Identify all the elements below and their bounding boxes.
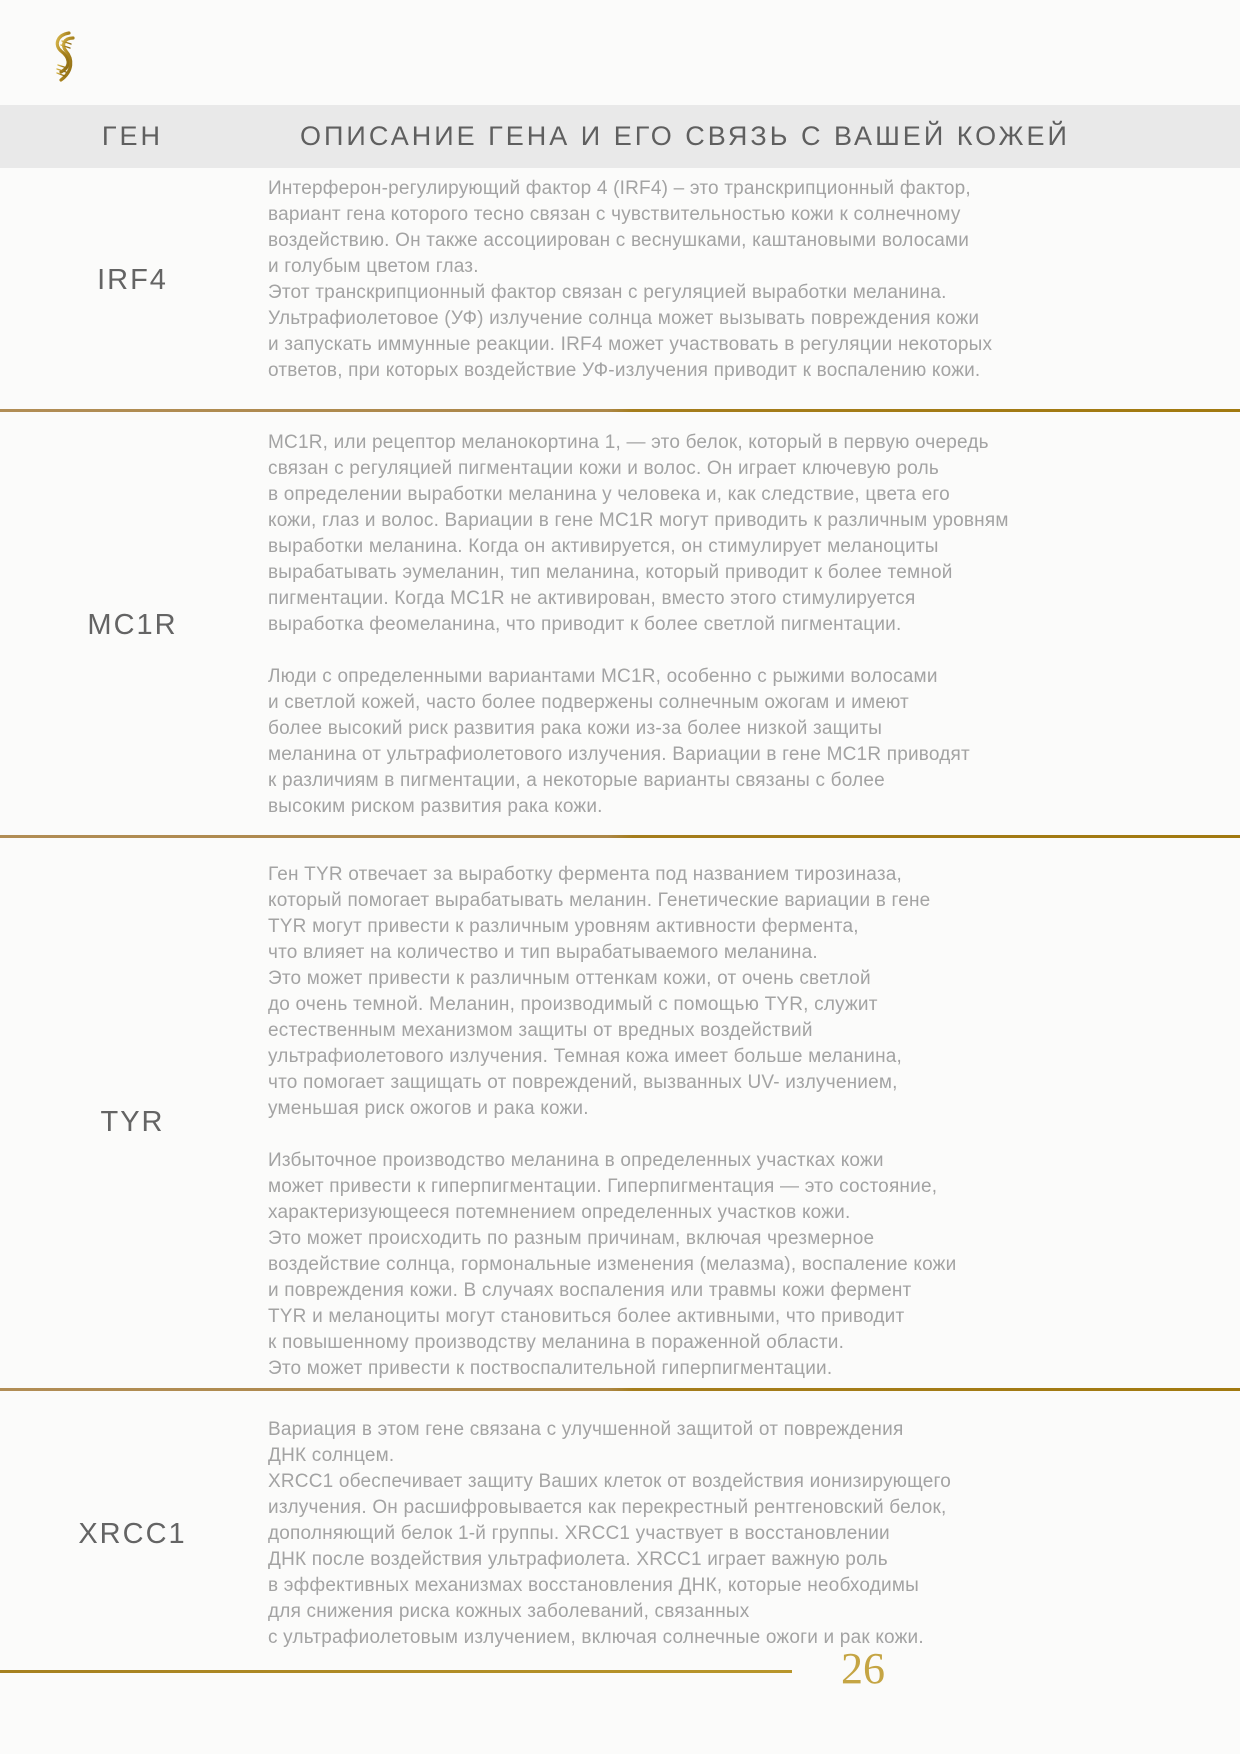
paragraph: Вариация в этом гене связана с улучшенной защитой от повреждения ДНК солнцем. XRCC1 обеспечивает защиту Ваших клеток от воздействия ионизирующего излучения. Он расшифровывается как перекрестный рентгеновский белок, дополняющий белок 1-й группы. XRCC1 участвует в восстановлении ДНК после воздействия ультрафиолета. XRCC1 играет важную роль в эффективных механизмах восстановления ДНК, которые необходимы для снижения риска кожных заболеваний, связанных с ультрафиолетовым излучением, включая солнечные ожоги и рак кожи. bbox=[268, 1419, 951, 1648]
footer-rule bbox=[0, 1670, 792, 1673]
gene-name: XRCC1 bbox=[78, 1517, 187, 1550]
paragraph: Ген TYR отвечает за выработку фермента под названием тирозиназа, который помогает вырабатывать меланин. Генетические вариации в гене TYR могут привести к различным уровням активности фермента, что влияет на количество и тип вырабатываемого меланина. Это может привести к различным оттенкам кожи, от очень светлой до очень темной. Меланин, производимый с помощью TYR, служит естественным механизмом защиты от вредных воздействий ультрафиолетового излучения. Темная кожа имеет больше меланина, что помогает защищать от повреждений, вызванных UV- излучением, уменьшая риск ожогов и рака кожи. bbox=[268, 864, 931, 1119]
header-description-column: ОПИСАНИЕ ГЕНА И ЕГО СВЯЗЬ С ВАШЕЙ КОЖЕЙ bbox=[300, 121, 1070, 151]
gene-description bbox=[265, 1417, 1240, 1651]
gene-name: IRF4 bbox=[97, 263, 168, 296]
gene-name: TYR bbox=[100, 1105, 165, 1138]
paragraph: Люди с определенными вариантами MC1R, особенно с рыжими волосами и светлой кожей, часто более подвержены солнечным ожогам и имеют более высокий риск развития рака кожи из-за более низкой защиты меланина от ультрафиолетового излучения. Вариации в гене MC1R приводят к различиям в пигментации, а некоторые варианты связаны с более высоким риском развития рака кожи. bbox=[268, 666, 970, 817]
gene-name: MC1R bbox=[87, 608, 178, 641]
gene-description bbox=[265, 862, 1240, 1382]
gene-row-xrcc1 bbox=[0, 1391, 1240, 1661]
paragraph: MC1R, или рецептор меланокортина 1, — это белок, который в первую очередь связан с регуляцией пигментации кожи и волос. Он играет ключевую роль в определении выработки меланина у человека и, как следствие, цвета его кожи, глаз и волос. Вариации в гене MC1R могут приводить к различным уровням выработки меланина. Когда он активируется, он стимулирует меланоциты вырабатывать эумеланин, тип меланина, который приводит к более темной пигментации. Когда MC1R не активирован, вместо этого стимулируется выработка феомеланина, что приводит к более светлой пигментации. bbox=[268, 432, 1009, 635]
paragraph: Интерферон-регулирующий фактор 4 (IRF4) – это транскрипционный фактор, вариант гена которого тесно связан с чувствительностью кожи к солнечному воздействию. Он также ассоциирован с веснушками, каштановыми волосами и голубым цветом глаз. Этот транскрипционный фактор связан с регуляцией выработки меланина. Ультрафиолетовое (УФ) излучение солнца может вызывать повреждения кожи и запускать иммунные реакции. IRF4 может участвовать в регуляции некоторых ответов, при которых воздействие УФ-излучения приводит к воспалению кожи. bbox=[268, 178, 993, 381]
gene-row-irf4 bbox=[0, 168, 1240, 409]
page-number: 26 bbox=[841, 1644, 885, 1693]
header-gene-column: ГЕН bbox=[101, 121, 164, 151]
table-header bbox=[0, 105, 1240, 168]
gene-table bbox=[0, 168, 1240, 1661]
gene-row-mc1r bbox=[0, 412, 1240, 835]
gene-description bbox=[265, 430, 1240, 820]
dna-helix-icon bbox=[48, 30, 80, 88]
gene-description bbox=[265, 176, 1240, 384]
gene-row-tyr bbox=[0, 838, 1240, 1388]
brand-logo bbox=[48, 30, 80, 88]
paragraph: Избыточное производство меланина в определенных участках кожи может привести к гиперпигментации. Гиперпигментация — это состояние, характеризующееся потемнением определенных участков кожи. Это может происходить по разным причинам, включая чрезмерное воздействие солнца, гормональные изменения (мелазма), воспаление кожи и повреждения кожи. В случаях воспаления или травмы кожи фермент TYR и меланоциты могут становиться более активными, что приводит к повышенному производству меланина в пораженной области. Это может привести к поствоспалительной гиперпигментации. bbox=[268, 1150, 957, 1379]
